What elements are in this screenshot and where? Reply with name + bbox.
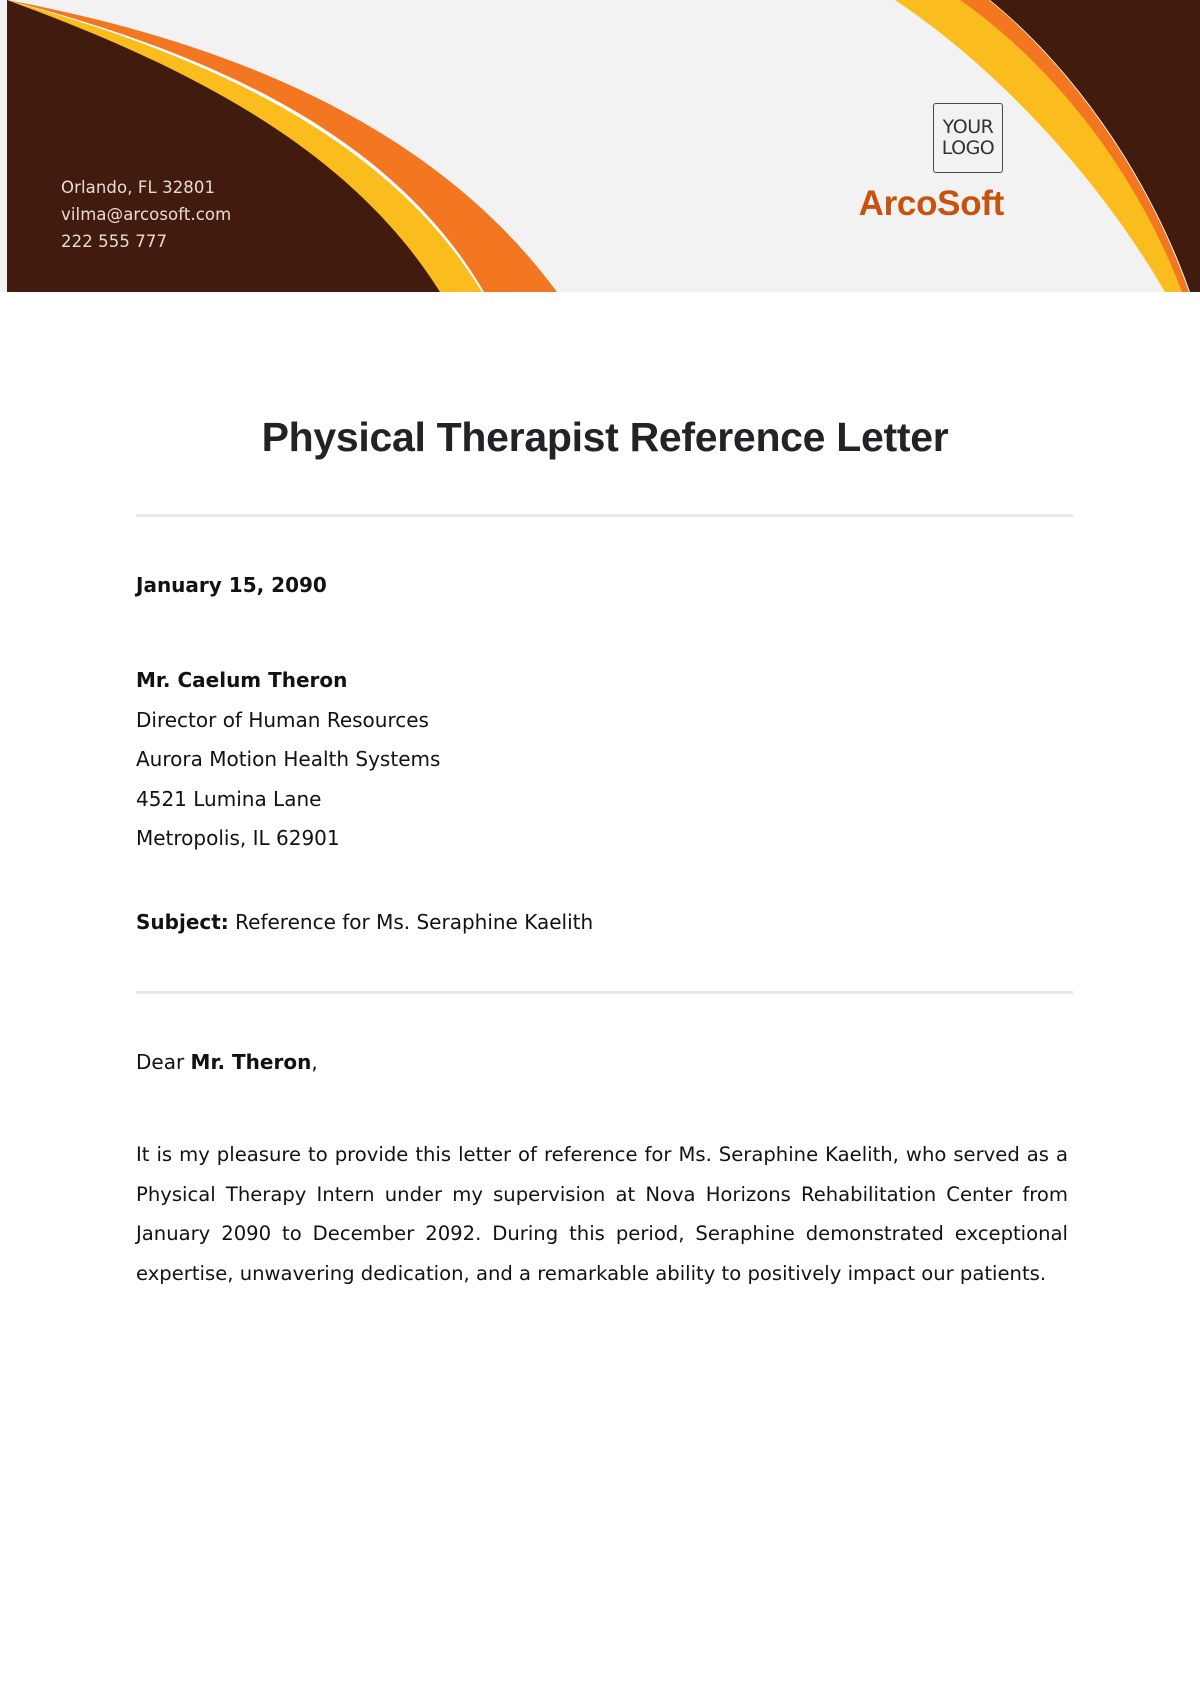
sender-phone: 222 555 777 [61,232,168,251]
subject-divider [136,991,1073,994]
letter-date: January 15, 2090 [136,573,327,597]
recipient-street: 4521 Lumina Lane [136,786,322,811]
recipient-position: Director of Human Resources [136,707,429,732]
salutation-name: Mr. Theron [190,1050,312,1074]
document-title: Physical Therapist Reference Letter [261,414,949,460]
salutation-suffix: , [311,1050,318,1074]
title-divider [136,514,1073,517]
recipient-company: Aurora Motion Health Systems [136,747,441,771]
sender-email: vilma@arcosoft.com [61,205,232,224]
subject-text: Reference for Ms. Seraphine Kaelith [228,910,594,934]
recipient-city-state-zip: Metropolis, IL 62901 [136,826,340,850]
logo-text-line1: YOUR [942,116,994,138]
company-name: ArcoSoft [858,184,1004,223]
logo-text-line2: LOGO [941,137,995,159]
logo-placeholder [933,103,1003,173]
subject-line [136,910,1068,934]
salutation [136,1050,1068,1074]
sender-address: Orlando, FL 32801 [61,178,216,197]
recipient-name: Mr. Caelum Theron [136,668,348,692]
letterhead [0,0,1200,292]
salutation-prefix: Dear [136,1050,191,1074]
recipient-address-block [136,661,1068,859]
subject-label: Subject: [136,910,229,934]
sender-contact-info [61,174,231,255]
body-paragraph: It is my pleasure to provide this letter of reference for Ms. Seraphine Kaelith, who served as a Physical Therapy Intern under my supervision at Nova Horizons Rehabilitation Center from January 2090 to December 2092. During this period, Seraphine demonstrated exceptional expertise, unwavering dedication, and a remarkable ability to positively impact our patients. [136,1143,1068,1285]
